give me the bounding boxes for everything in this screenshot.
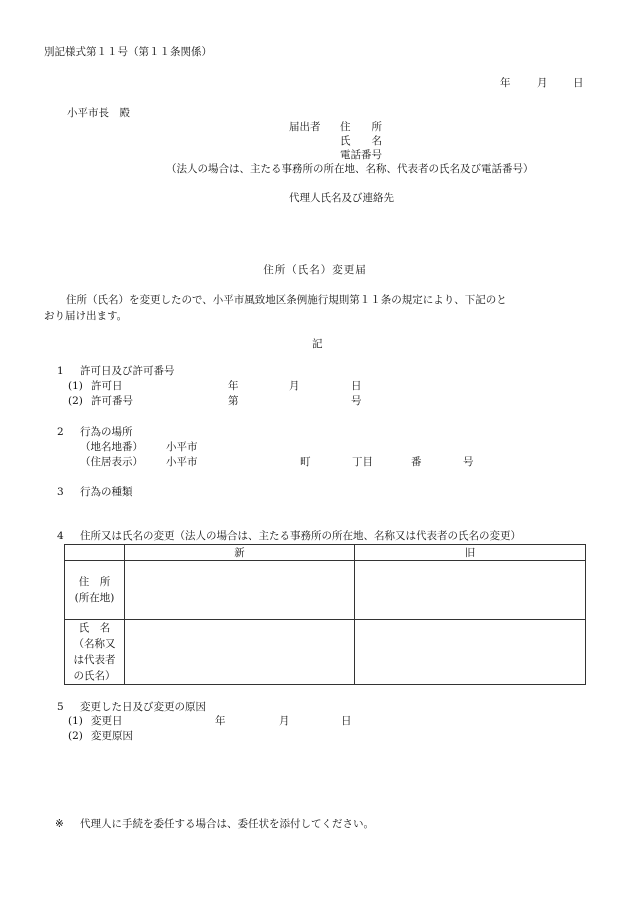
s4-title: 住所又は氏名の変更（法人の場合は、主たる事務所の所在地、名称又は代表者の氏名の変更） (80, 530, 521, 542)
row-label-address (65, 561, 125, 620)
date-year: 年 (500, 77, 511, 89)
s3-number: 3 (57, 486, 64, 498)
corporate-note: （法人の場合は、主たる事務所の所在地、名称、代表者の氏名及び電話番号） (166, 163, 534, 175)
s1-item2-dai: 第 (228, 395, 239, 407)
applicant-phone: 電話番号 (340, 149, 382, 161)
row-label-name (65, 620, 125, 685)
ki-heading: 記 (312, 338, 323, 350)
s1-item1-number: (1) (68, 380, 83, 392)
s2-number: 2 (57, 426, 64, 438)
old-address-cell[interactable] (355, 561, 586, 620)
document-title: 住所（氏名）変更届 (263, 264, 367, 276)
s2-row2-value: 小平市 (166, 456, 198, 468)
s2-row1-value: 小平市 (166, 441, 198, 453)
body-line-2: おり届け出ます。 (44, 310, 128, 322)
s1-title: 許可日及び許可番号 (80, 365, 175, 377)
row-label-address-line2: (所在地) (74, 592, 115, 604)
s5-item1-label: 変更日 (91, 715, 123, 727)
applicant-address: 住 所 (340, 121, 382, 133)
s5-item1-month: 月 (279, 715, 290, 727)
s1-item1-month: 月 (289, 380, 300, 392)
s1-item1-year: 年 (228, 380, 239, 392)
new-name-cell[interactable] (125, 620, 355, 685)
s1-number: 1 (57, 365, 64, 377)
s2-row1-label: （地名地番） (80, 441, 143, 453)
old-name-cell[interactable] (355, 620, 586, 685)
applicant-name: 氏 名 (340, 135, 382, 147)
s2-row2-go: 号 (463, 456, 474, 468)
s5-item1-number: (1) (68, 715, 83, 727)
date-month: 月 (537, 77, 548, 89)
date-day: 日 (573, 77, 584, 89)
s1-item2-number: (2) (68, 395, 83, 407)
row-label-name-line3: は代表者 (73, 654, 116, 666)
form-number: 別記様式第１１号（第１１条関係） (44, 46, 212, 58)
column-new: 新 (125, 545, 355, 561)
s2-row2-chome: 丁目 (352, 456, 373, 468)
s5-item2-number: (2) (68, 730, 83, 742)
applicant-label: 届出者 (289, 121, 321, 133)
s5-item2-label: 変更原因 (91, 730, 133, 742)
note-text: 代理人に手続を委任する場合は、委任状を添付してください。 (80, 818, 374, 830)
s5-title: 変更した日及び変更の原因 (80, 701, 206, 713)
row-label-address-line1: 住 所 (78, 576, 111, 588)
table-row-name (65, 620, 586, 685)
s5-item1-day: 日 (341, 715, 352, 727)
s1-item1-label: 許可日 (91, 380, 123, 392)
s1-item2-label: 許可番号 (91, 395, 133, 407)
row-label-name-line1: 氏 名 (78, 622, 111, 634)
body-line-1: 住所（氏名）を変更したので、小平市風致地区条例施行規則第１１条の規定により、下記のと (66, 294, 507, 306)
change-table (64, 544, 586, 685)
s2-row2-cho: 町 (300, 456, 311, 468)
s2-title: 行為の場所 (80, 426, 133, 438)
new-address-cell[interactable] (125, 561, 355, 620)
column-old: 旧 (355, 545, 586, 561)
addressee: 小平市長 殿 (67, 107, 130, 119)
row-label-name-line2: （名称又 (73, 638, 116, 650)
s1-item2-go: 号 (351, 395, 362, 407)
s2-row2-label: （住居表示） (80, 456, 143, 468)
header-blank-cell (65, 545, 125, 561)
table-header-row (65, 545, 586, 561)
agent-label: 代理人氏名及び連絡先 (289, 192, 394, 204)
s2-row2-ban: 番 (411, 456, 422, 468)
s3-title: 行為の種類 (80, 486, 133, 498)
s4-number: 4 (57, 530, 64, 542)
row-label-name-line4: の氏名） (73, 670, 116, 682)
s5-number: 5 (57, 701, 64, 713)
table-row-address (65, 561, 586, 620)
note-mark: ※ (55, 818, 64, 830)
s1-item1-day: 日 (351, 380, 362, 392)
s5-item1-year: 年 (215, 715, 226, 727)
